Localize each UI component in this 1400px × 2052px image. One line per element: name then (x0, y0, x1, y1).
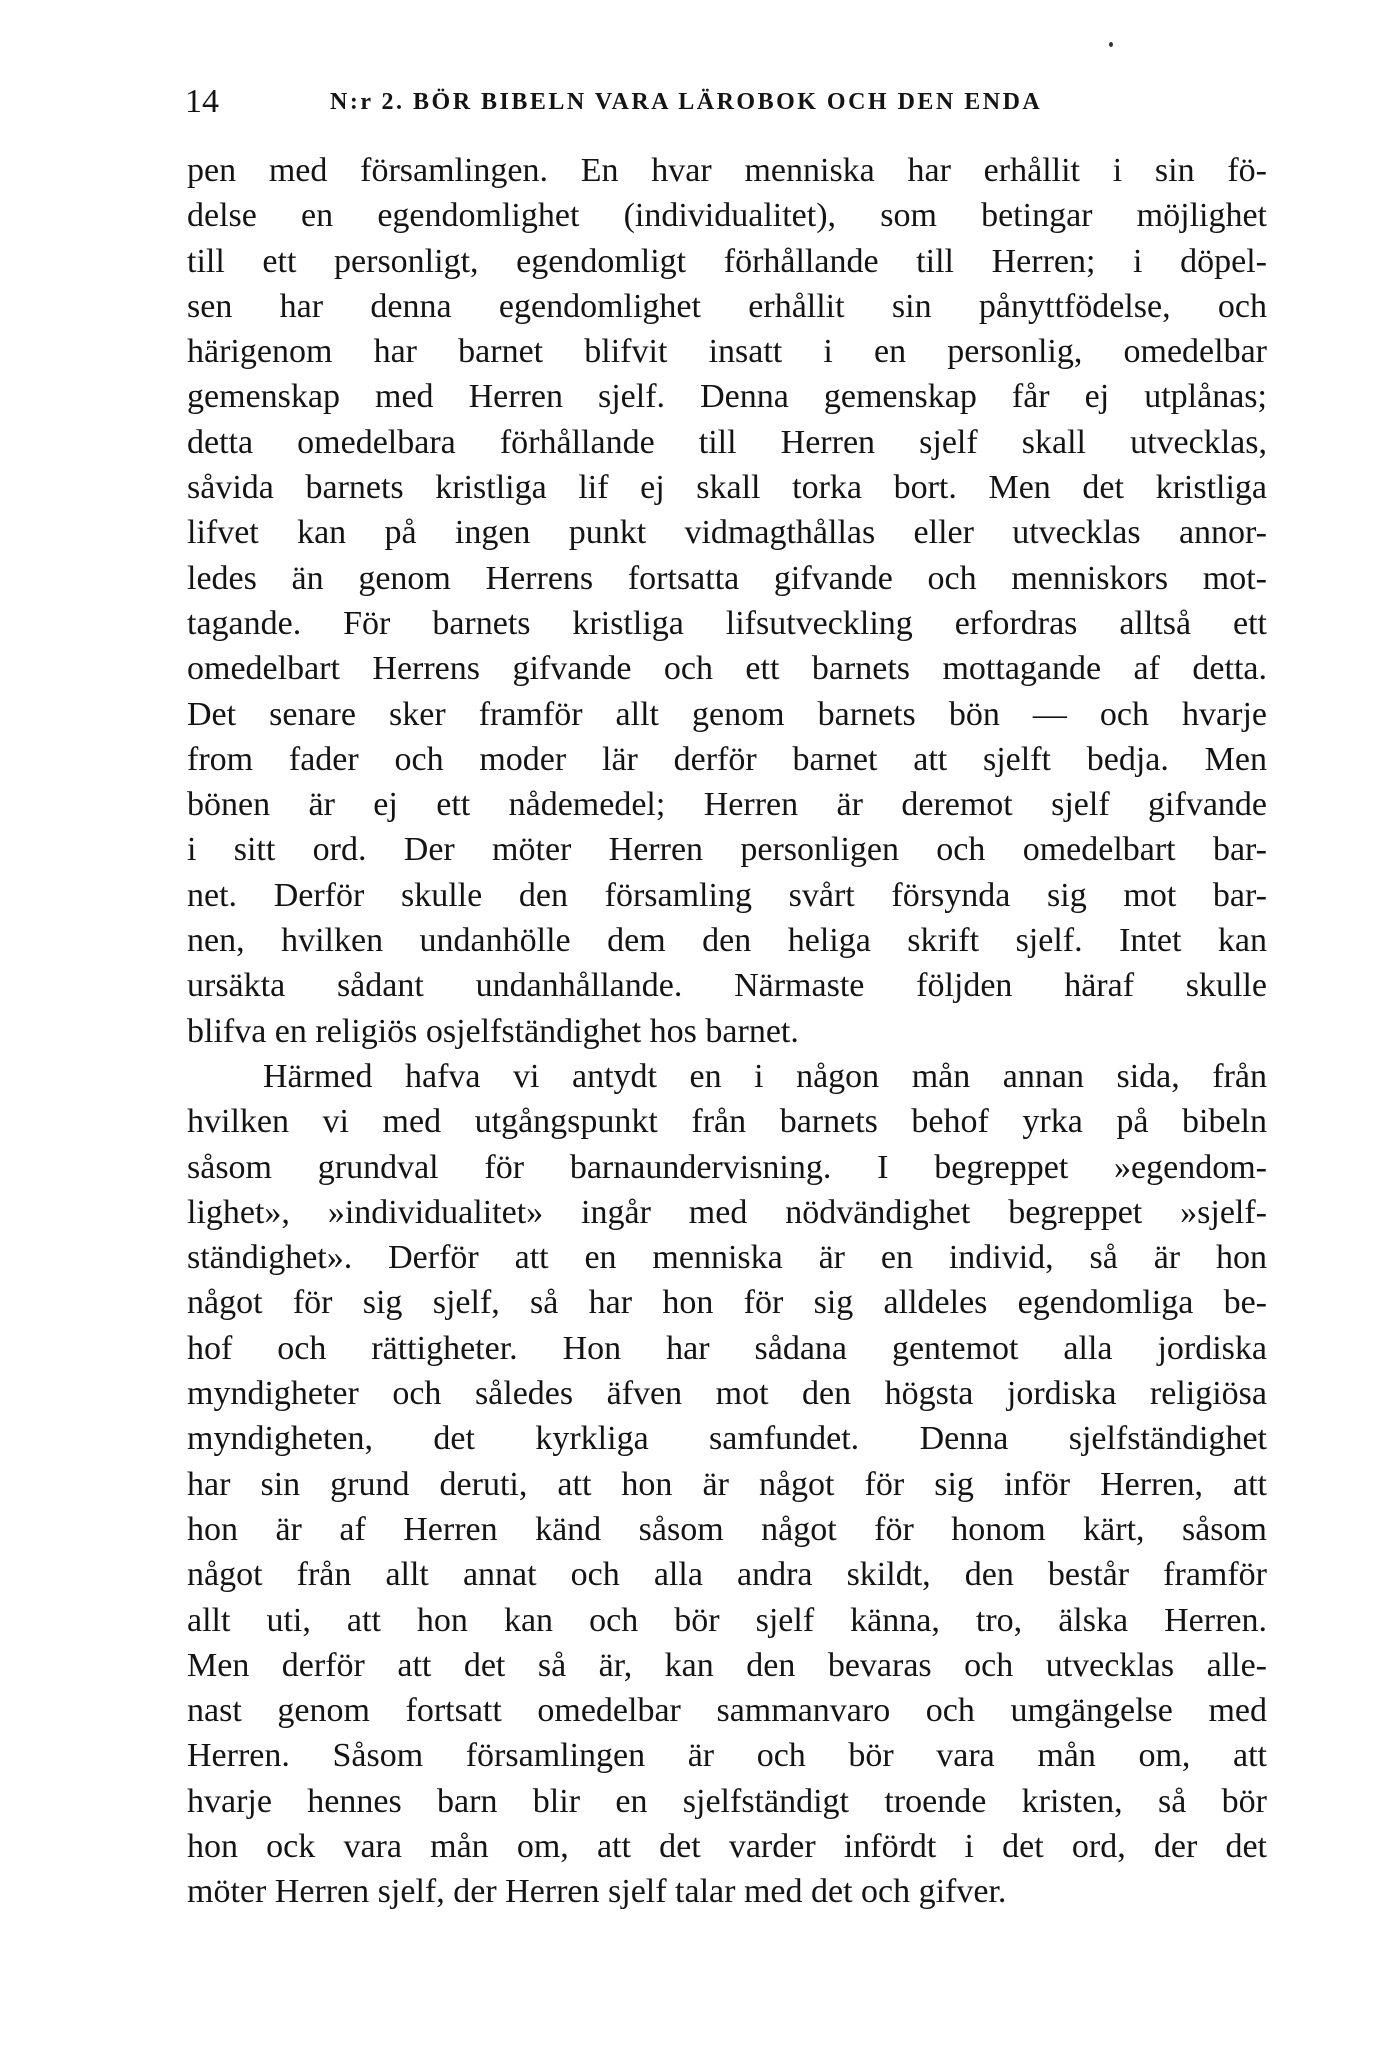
text-line: gemenskap med Herren sjelf. Denna gemenskap får ej utplånas; (187, 378, 1267, 416)
text-line: ständighet». Derför att en menniska är en individ, så är hon (187, 1239, 1267, 1277)
text-line: from fader och moder lär derför barnet att sjelft bedja. Men (187, 740, 1267, 778)
text-line: såvida barnets kristliga lif ej skall torka bort. Men det kristliga (187, 469, 1267, 507)
text-line: något från allt annat och alla andra skildt, den består framför (187, 1556, 1267, 1594)
text-line: möter Herren sjelf, der Herren sjelf talar med det och gifver. (187, 1873, 1007, 1911)
text-line: net. Derför skulle den församling svårt försynda sig mot bar- (187, 876, 1267, 914)
running-title: N:r 2. BÖR BIBELN VARA LÄROBOK OCH DEN ENDA (330, 89, 1043, 115)
paragraph (187, 148, 1267, 1054)
text-line: lighet», »individualitet» ingår med nödvändighet begreppet »sjelf- (187, 1193, 1267, 1231)
body-text (187, 148, 1267, 1915)
text-line: omedelbart Herrens gifvande och ett barnets mottagande af detta. (187, 650, 1267, 688)
text-line: pen med församlingen. En hvar menniska har erhållit i sin fö- (187, 152, 1267, 189)
text-line: hof och rättigheter. Hon har sådana gentemot alla jordiska (187, 1329, 1267, 1367)
text-line: såsom grundval för barnaundervisning. I begreppet »egendom- (187, 1148, 1267, 1186)
text-line: hon är af Herren känd såsom något för honom kärt, såsom (187, 1510, 1267, 1548)
text-line: hvarje hennes barn blir en sjelfständigt troende kristen, så bör (187, 1782, 1267, 1820)
page-header (185, 82, 1265, 122)
text-line: blifva en religiös osjelfständighet hos barnet. (187, 1012, 799, 1050)
text-line: Men derför att det så är, kan den bevaras och utvecklas alle- (187, 1646, 1267, 1684)
text-line: tagande. För barnets kristliga lifsutveckling erfordras alltså ett (187, 604, 1267, 642)
text-line: bönen är ej ett nådemedel; Herren är deremot sjelf gifvande (187, 786, 1267, 824)
text-line: sen har denna egendomlighet erhållit sin pånyttfödelse, och (187, 287, 1267, 325)
text-line: detta omedelbara förhållande till Herren sjelf skall utvecklas, (187, 423, 1267, 461)
paragraph (187, 1054, 1267, 1915)
text-line: nen, hvilken undanhölle dem den heliga skrift sjelf. Intet kan (187, 922, 1267, 960)
text-line: något för sig sjelf, så har hon för sig alldeles egendomliga be- (187, 1284, 1267, 1322)
text-line: Det senare sker framför allt genom barnets bön — och hvarje (187, 695, 1267, 733)
text-line: nast genom fortsatt omedelbar sammanvaro och umgängelse med (187, 1692, 1267, 1730)
text-line: myndigheter och således äfven mot den högsta jordiska religiösa (187, 1375, 1267, 1413)
text-line: delse en egendomlighet (individualitet), som betingar möjlighet (187, 197, 1267, 235)
text-line: hvilken vi med utgångspunkt från barnets behof yrka på bibeln (187, 1103, 1267, 1141)
text-line: ledes än genom Herrens fortsatta gifvande och menniskors mot- (187, 559, 1267, 597)
print-speck (1109, 42, 1113, 47)
text-line: har sin grund deruti, att hon är något för sig inför Herren, att (187, 1465, 1267, 1503)
text-line: lifvet kan på ingen punkt vidmagthållas eller utvecklas annor- (187, 514, 1267, 552)
text-line: myndigheten, det kyrkliga samfundet. Denna sjelfständighet (187, 1420, 1267, 1458)
text-line: Härmed hafva vi antydt en i någon mån annan sida, från (263, 1057, 1267, 1095)
text-line: Herren. Såsom församlingen är och bör vara mån om, att (187, 1737, 1267, 1775)
text-line: härigenom har barnet blifvit insatt i en personlig, omedelbar (187, 333, 1267, 371)
text-line: hon ock vara mån om, att det varder infördt i det ord, der det (187, 1827, 1267, 1865)
text-line: till ett personligt, egendomligt förhållande till Herren; i döpel- (187, 242, 1267, 280)
page-number: 14 (185, 83, 219, 120)
text-line: allt uti, att hon kan och bör sjelf känna, tro, älska Herren. (187, 1601, 1267, 1639)
text-line: i sitt ord. Der möter Herren personligen och omedelbart bar- (187, 831, 1267, 869)
paragraph-container (187, 148, 1267, 1915)
text-line: ursäkta sådant undanhållande. Närmaste följden häraf skulle (187, 967, 1267, 1005)
